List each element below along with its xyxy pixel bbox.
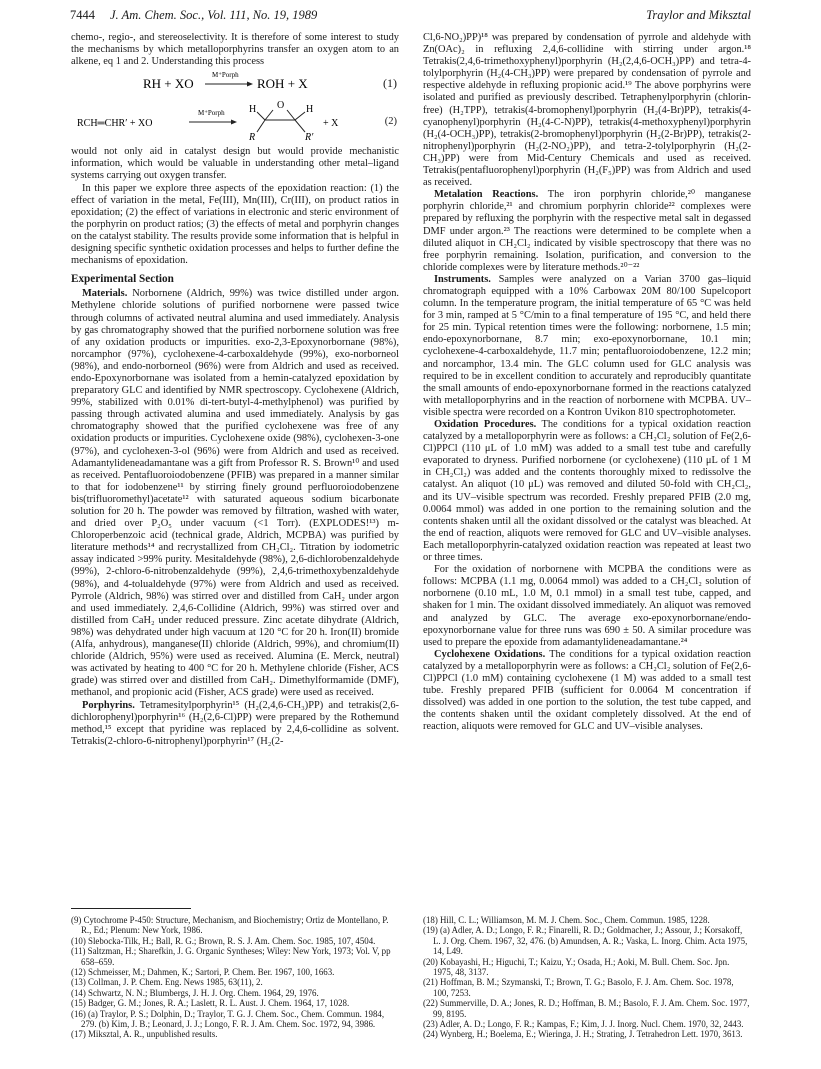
right-column — [423, 32, 751, 733]
references-left — [71, 915, 399, 1040]
equation-2-graphic — [71, 98, 399, 146]
journal-citation: J. Am. Chem. Soc., Vol. 111, No. 19, 1989 — [110, 8, 318, 22]
page-number: 7444 — [70, 8, 95, 22]
intro-paragraph-3: In this paper we explore three aspects of the epoxidation reaction: (1) the effect of variation in the metal, Fe(III), Mn(III), Cr(III), on product ratios in epoxidation; (2) the effect of variations in electronic and steric environment of the porphyrin on product ratios; (3) the effects of metal and porphyrin changes on the catalyst stability. The results provide some information that is helpful in designing specific synthetic oxidation processes and helps to further define the mechanisms of epoxidation. — [71, 182, 399, 267]
eq2-h2: H — [306, 104, 314, 116]
intro-paragraph-1: chemo-, regio-, and stereoselectivity. It is therefore of some interest to study the mechanisms by which metalloporphyrins transfer an oxygen atom to an alkene, eq 1 and 2. Understanding this process — [71, 32, 399, 68]
instruments-paragraph — [423, 274, 751, 419]
cyclohexene-paragraph — [423, 649, 751, 734]
eq2-h1: H — [249, 104, 257, 116]
reference-item: (12) Schmeisser, M.; Dahmen, K.; Sartori, P. Chem. Ber. 1967, 100, 1663. — [71, 967, 335, 978]
eq2-catalyst: M⁺Porph — [198, 109, 225, 118]
footnote-rule — [71, 908, 191, 909]
section-heading: Experimental Section — [71, 273, 174, 286]
eq1-lhs: RH + XO — [143, 76, 194, 92]
reference-item: (11) Saltzman, H.; Sharefkin, J. G. Organic Syntheses; Wiley: New York, 1973; Vol. V, pp 658–659. — [71, 946, 391, 967]
instruments-text: Samples were analyzed on a Varian 3700 gas–liquid chromatograph equipped with a 10% Carbowax 20M 80/100 Supelcoport column. In the temperature program, the initial temperature of 65 °C was held for 3 min, ramped at 5 °C/min to a final temperature of 195 °C, and held there for 25 min. Typical retention times were the following: norbornene, 1.5 min; endo-epoxynorbornane, 8.7 min; exo-epoxynorbornane, 10.1 min; cyclohexene-4-carboxaldehyde, 11.7 min; pentafluoroiodobenzene, 12.2 min; and norcamphor, 13.4 min. The GLC column used for GLC analysis was required to be in excellent condition to accurately and reproducibly quantitate the small amounts of endo-epoxynorbornane formed in the reactions catalyzed with metalloporphyrins and in the reaction of norbornene with MCPBA. UV–visible spectra were recorded on a Kontron Uvikon 810 spectrophotometer. — [423, 273, 751, 418]
mcpba-paragraph: For the oxidation of norbornene with MCPBA the conditions were as follows: MCPBA (1.1 mg, 0.0064 mmol) was added to a CH₂Cl₂ solution of norbornene (0.10 mL, 1.0 M, 0.1 mmol) in a small test tube, capped, and shaken for 1 min. The oxidant dissolved immediately. An aliquot was removed and analyzed by GLC. The average exo-epoxynorbornane/endo-epoxynorbornane value for three runs was 690 ± 50. A similar procedure was used to prepare the epoxide from adamantylideneadamantane.²⁴ — [423, 564, 751, 648]
equation-1-graphic — [71, 68, 399, 98]
porphyrins-heading: Porphyrins. — [82, 699, 135, 711]
eq2-r1: R — [249, 132, 256, 144]
oxidation-paragraph — [423, 419, 751, 564]
porphyrins-text: Tetramesitylporphyrin¹⁵ (H₂(2,4,6-CH₃)PP) and tetrakis(2,6-dichlorophenyl)porphyrin¹⁶ (H₂(2,6-Cl)PP) were prepared by the Rothemund method,¹⁵ except that pyridine was replaced by 2,4,6-collidine as solvent. Tetrakis(2-chloro-6-nitrophenyl)porphyrin¹⁷ (H₂(2- — [71, 699, 399, 747]
running-authors: Traylor and Miksztal — [646, 8, 751, 22]
metalation-paragraph — [423, 189, 751, 274]
equation-1 — [71, 68, 399, 98]
eq2-r2: R′ — [305, 132, 314, 144]
eq1-rhs: ROH + X — [257, 76, 308, 92]
eq1-catalyst: M⁺Porph — [212, 71, 239, 80]
eq2-lhs: RCH═CHR′ + XO — [77, 118, 153, 130]
cyclohexene-text: The conditions for a typical oxidation reaction catalyzed by a metalloporphyrin were as follows: a CH₂Cl₂ solution of Fe(2,6-Cl)PPCl (1.0 mM) containing cyclohexene (1 M) was added to a small test tube. Freshly prepared PFIB (sufficient for 0.0064 M concentration if dissolved) was added in one portion to the solution, the test tube capped, and the contents shaken until the oxidant completely dissolved. At the end of reaction, aliquots were removed for GLC and UV–visible analyses. — [423, 648, 751, 733]
reference-item: (20) Kobayashi, H.; Higuchi, T.; Kaizu, Y.; Osada, H.; Aoki, M. Bull. Chem. Soc. Jpn. 1975, 48, 3137. — [423, 956, 730, 978]
materials-heading: Materials. — [82, 288, 128, 300]
reference-item: (15) Badger, G. M.; Jones, R. A.; Laslett, R. L. Aust. J. Chem. 1964, 17, 1028. — [71, 998, 350, 1009]
eq2-rhs: + X — [323, 118, 339, 130]
oxidation-text: The conditions for a typical oxidation reaction catalyzed by a metalloporphyrin were as follows: a CH₂Cl₂ solution of Fe(2,6-Cl)PPCl (110 μL of 1.0 mM) was added to a small test tube and carefully evaporated to dryness. Purified norbornene (or cyclohexene) (110 μL of 1 M in CH₂Cl₂) was added and the contents thoroughly mixed to redissolve the catalyst. An aliquot (10 μL) was removed and diluted 50-fold with CH₂Cl₂, and its UV–visible spectrum was recorded. Freshly prepared PFIB (2.0 mg, 0.0064 mmol) was added in one portion to the remaining solution and the contents shaken until all the oxidant dissolved or the catalyst was bleached. At the end of reaction, aliquots were removed for GLC and UV–visible analyses. Each metalloporphyrin-catalyzed oxidation reaction was repeated at least two or three times. — [423, 419, 751, 564]
oxidation-heading: Oxidation Procedures. — [434, 419, 537, 430]
porphyrins-paragraph — [71, 700, 399, 748]
reference-item: (22) Summerville, D. A.; Jones, R. D.; Hoffman, B. M.; Basolo, F. J. Am. Chem. Soc. 1977, 99, 8195. — [423, 998, 750, 1019]
reference-item: (21) Hoffman, B. M.; Szymanski, T.; Brown, T. G.; Basolo, F. J. Am. Chem. Soc. 1978, 100, 7253. — [423, 977, 734, 998]
reference-item: (24) Wynberg, H.; Boelema, E.; Wieringa, J. H.; Strating, J. Tetrahedron Lett. 1970, 3613. — [423, 1029, 743, 1040]
intro-paragraph-2: would not only aid in catalyst design but would provide mechanistic information, which would be valuable in understanding other metal–ligand systems carrying out oxygen transfer. — [71, 146, 399, 182]
reference-item: (16) (a) Traylor, P. S.; Dolphin, D.; Traylor, T. G. J. Chem. Soc., Chem. Commun. 1984, 279. (b) Kim, J. B.; Leonard, J. J.; Longo, F. R. J. Am. Chem. Soc. 1972, 94, 3986. — [71, 1008, 385, 1030]
instruments-heading: Instruments. — [434, 273, 491, 285]
left-column — [71, 32, 399, 748]
materials-paragraph — [71, 288, 399, 699]
reference-item: (18) Hill, C. L.; Williamson, M. M. J. Chem. Soc., Chem. Commun. 1985, 1228. — [423, 915, 710, 925]
running-header — [70, 8, 751, 28]
eq2-label: (2) — [384, 116, 397, 128]
eq2-oxygen: O — [277, 100, 285, 112]
materials-text: Norbornene (Aldrich, 99%) was twice distilled under argon. Methylene chloride solutions of purified norbornene were passed twice through columns of activated neutral alumina and used immediately. Analysis by gas chromatography showed that the purified norbornene solution was free of any oxidation products or impurities. exo-2,3-Epoxynorbornane (98%), norcamphor (97%), cyclohexene-4-carboxaldehyde (99%), exo-norborneol (98%), and endo-norborneol (96%) were from Aldrich and used as received. endo-Epoxynorbornane was isolated from a hemin-catalyzed epoxidation by preparatory GLC and identified by NMR spectroscopy. Cyclohexene (Aldrich, 99%, stabilized with 0.01% di-tert-butyl-4-methylphenol) was purified by passing through activated alumina and used immediately. Analysis by gas chromatography showed that the purified cyclohexene was free of any oxidation products or impurities. Cyclohexene oxide (98%), cyclohexen-3-one (97%), and cyclohexen-3-ol (96%) were from Aldrich and used as received. Adamantylideneadamantane was a gift from Professor R. S. Brown¹⁰ and used as received. Pentafluoroiodobenzene (PFIB) was prepared in a manner similar to that for iodobenzene¹¹ by stirring finely ground perfluoroiodobenzene bis(trifluoromethyl)acetate¹² with saturated aqueous sodium bicarbonate solution for 20 h. The powder was removed by filtration, washed with water, and dried over P₂O₅ under vacuum (<1 Torr). (EXPLODES!¹³) m-Chloroperbenzoic acid (technical grade, Aldrich, MCPBA) was purified by literature methods¹⁴ and recrystallized from CH₂Cl₂. Titration by iodometric assay indicated >99% purity. Mesitaldehyde (98%), 2,6-dichlorobenzaldehyde (99%), 2-chloro-6-nitrobenzaldehyde (99%), 2,4,6-trimethoxybenzaldehyde (98%), and 4-tolualdehyde (97%) were from Aldrich and used as received. Pyrrole (Aldrich, 98%) was stirred over and distilled from CaH₂ under argon and used immediately. 2,4,6-Collidine (Aldrich, 99%) was stirred over and distilled from CaH₂ under reduced pressure. Zinc acetate dihydrate (Aldrich, 98%) was dehydrated under high vacuum at 120 °C for 20 h. Iron(II) bromide (Alfa, anhydrous), manganese(II) chloride (Aldrich, 99%), and chromium(II) chloride (Aldrich, 95%) were used as received. Alumina (E. Merck, neutral) was activated by heating to 400 °C for 20 h. Methylene chloride (Fisher, ACS grade) was stirred over and distilled from CaH₂. Dimethylformamide (DMF), methanol, and propionic acid (Fisher, ACS grade) were used as received. — [71, 288, 399, 699]
eq1-label: (1) — [383, 76, 397, 91]
porphyrins-continued: Cl,6-NO₂)PP)¹⁸ was prepared by condensation of pyrrole and aldehyde with Zn(OAc)₂ in refluxing 2,4,6-collidine with stirring under argon.¹⁸ Tetrakis(2,4,6-trimethoxyphenyl)porphyrin (H₂(2,4,6-OCH₃)PP) and tetra-4-tolylporphyrin (H₂(4-CH₃)PP) were prepared by condensation of pyrrole and respective aldehyde in refluxing propionic acid.¹⁹ The above porphyrins were isolated and purified as previously described. Tetraphenylporphyrin (chlorin-free) (H₂TPP), tetrakis(4-bromophenyl)porphyrin (H₂(4-Br)PP), tetrakis(4-cyanophenyl)porphyrin (H₂(4-C-N)PP), tetrakis(4-methoxyphenyl)porphyrin (H₂(4-OCH₃)PP), tetrakis(2-bromophenyl)porphyrin (H₂(2-Br)PP), tetrakis(2-nitrophenyl)porphyrin (H₂(2-NO₂)PP), and tetra-2-tolylporphyrin (H₂(2-CH₃)PP) were from Mid-Century Chemicals and used as received. Tetrakis(pentafluorophenyl)porphyrin (H₂(F₅)PP) was from Aldrich and used as received. — [423, 32, 751, 189]
reference-item: (9) Cytochrome P-450: Structure, Mechanism, and Biochemistry; Ortiz de Montellano, P. R., Ed.; Plenum: New York, 1986. — [71, 915, 389, 936]
reference-item: (17) Miksztal, A. R., unpublished results. — [71, 1029, 218, 1040]
reference-item: (14) Schwartz, N. N.; Blumbergs, J. H. J. Org. Chem. 1964, 29, 1976. — [71, 987, 319, 998]
metalation-text: The iron porphyrin chloride,²⁰ manganese porphyrin chloride,²¹ and chromium porphyrin chloride²² complexes were prepared by refluxing the porphyrin with the respective metal salt in degassed DMF under argon.²³ The reactions were determined to be complete when a diluted aliquot in CH₂Cl₂ indicated by visible spectroscopy that there was no free porphyrin remaining. Isolation, purification, and conversion to the chloride complexes were by literature methods.²⁰⁻²² — [423, 189, 751, 273]
reference-item: (10) Slebocka-Tilk, H.; Ball, R. G.; Brown, R. S. J. Am. Chem. Soc. 1985, 107, 4504. — [71, 935, 376, 946]
metalation-heading: Metalation Reactions. — [434, 189, 539, 201]
reference-item: (23) Adler, A. D.; Longo, F. R.; Kampas, F.; Kim, J. J. Inorg. Nucl. Chem. 1970, 32, 2443. — [423, 1019, 744, 1030]
references-right — [423, 915, 751, 1040]
reference-item: (13) Collman, J. P. Chem. Eng. News 1985, 63(11), 2. — [71, 977, 263, 988]
equation-2 — [71, 98, 399, 146]
reference-item: (19) (a) Adler, A. D.; Longo, F. R.; Finarelli, R. D.; Goldmacher, J.; Assour, J.; Korsakoff, L. J. Org. Chem. 1967, 32, 476. (b) Amundsen, A. R.; Vaska, L. Inorg. Chim. Acta 1975, 14, L49. — [423, 925, 748, 957]
cyclohexene-heading: Cyclohexene Oxidations. — [434, 648, 546, 660]
